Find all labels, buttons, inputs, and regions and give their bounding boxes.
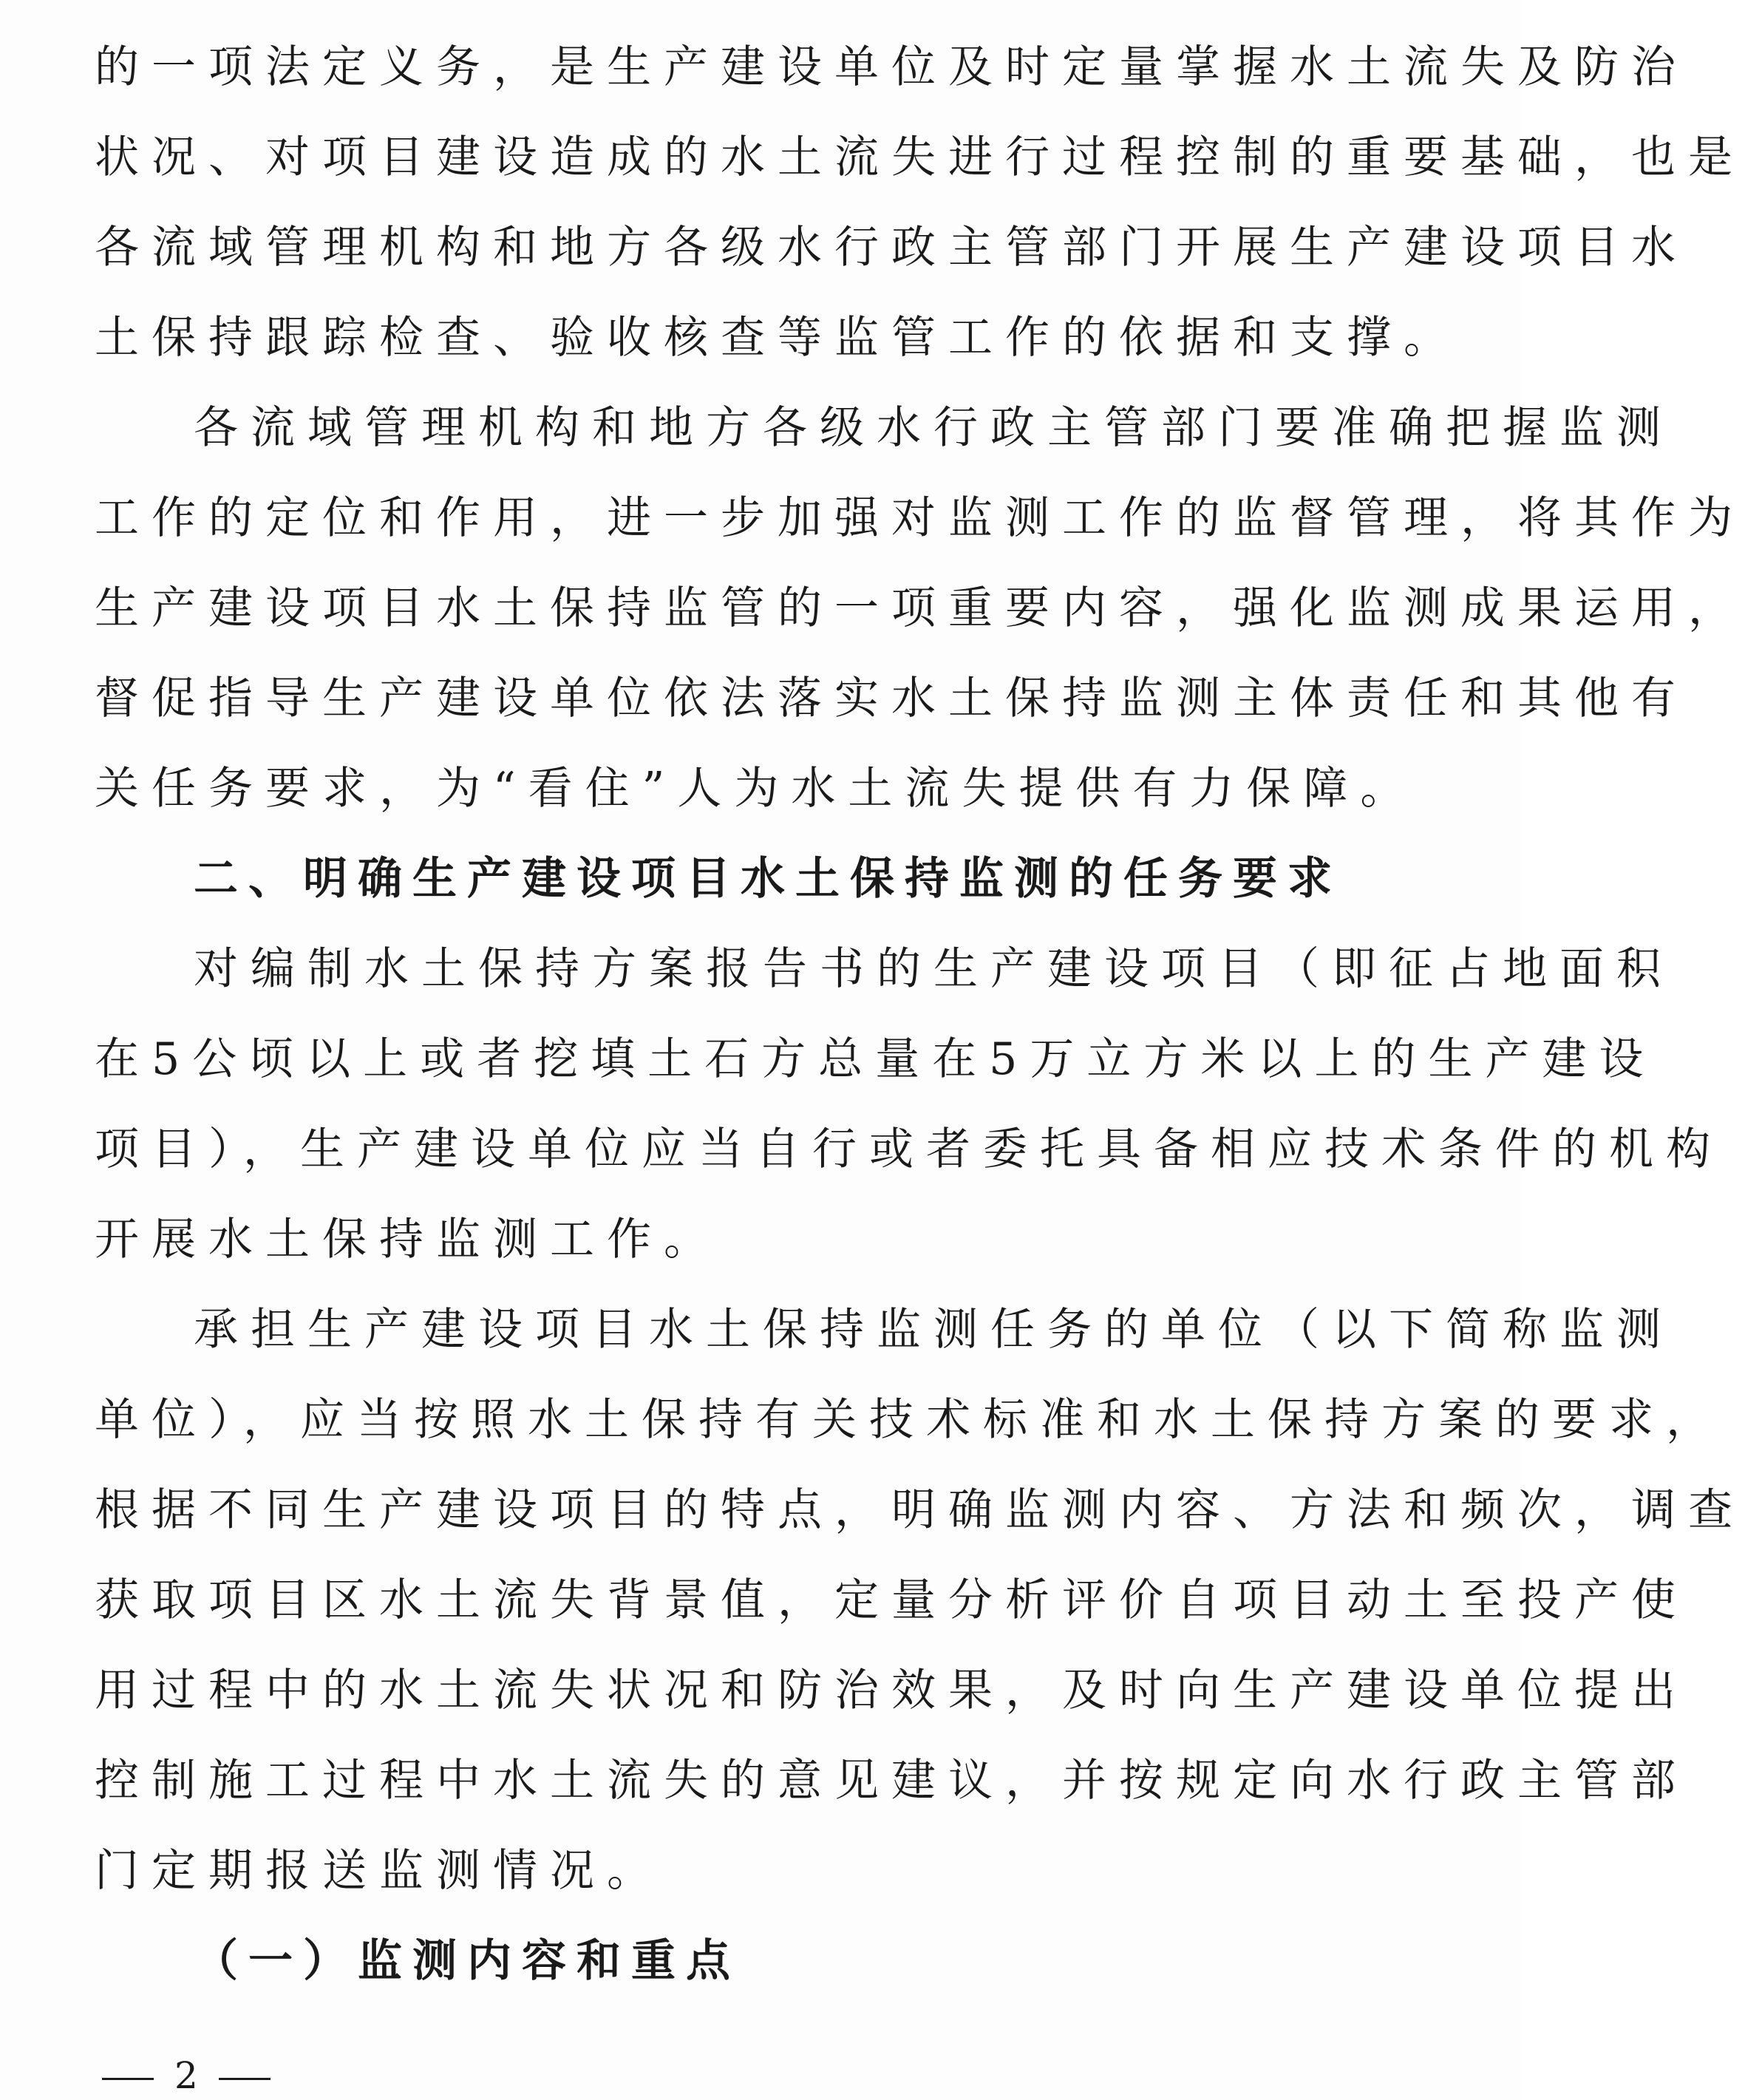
paragraph-line: 控制施工过程中水土流失的意见建议，并按规定向水行政主管部	[95, 1755, 1688, 1807]
paragraph-line: 对编制水土保持方案报告书的生产建设项目（即征占地面积	[194, 943, 1673, 995]
paragraph-line: 工作的定位和作用，进一步加强对监测工作的监督管理，将其作为	[95, 492, 1745, 544]
footer-dash-left	[102, 2078, 154, 2080]
page-footer	[81, 2053, 291, 2098]
paragraph-line: 状况、对项目建设造成的水土流失进行过程控制的重要基础，也是	[95, 132, 1745, 183]
paragraph-line: 开展水土保持监测工作。	[95, 1214, 721, 1265]
paragraph-line: 生产建设项目水土保持监管的一项重要内容，强化监测成果运用，	[95, 582, 1745, 634]
paragraph-line: 的一项法定义务，是生产建设单位及时定量掌握水土流失及防治	[95, 41, 1688, 93]
paragraph-line: 各流域管理机构和地方各级水行政主管部门要准确把握监测	[194, 402, 1673, 454]
paragraph-line: 土保持跟踪检查、验收核查等监管工作的依据和支撑。	[95, 312, 1460, 364]
paragraph-line: 关任务要求，为“看住”人为水土流失提供有力保障。	[95, 763, 1418, 815]
paragraph-line: 单位），应当按照水土保持有关技术标准和水土保持方案的要求，	[95, 1394, 1723, 1446]
section-heading: 二、明确生产建设项目水土保持监测的任务要求	[194, 853, 1342, 905]
paragraph-line: 承担生产建设项目水土保持监测任务的单位（以下简称监测	[194, 1304, 1673, 1356]
paragraph-line: 各流域管理机构和地方各级水行政主管部门开展生产建设项目水	[95, 222, 1688, 273]
page-number: 2	[174, 2054, 198, 2097]
subsection-heading: （一）监测内容和重点	[194, 1935, 741, 1987]
paragraph-line: 获取项目区水土流失背景值，定量分析评价自项目动土至投产使	[95, 1574, 1688, 1626]
paragraph-line: 督促指导生产建设单位依法落实水土保持监测主体责任和其他有	[95, 673, 1688, 724]
paragraph-line: 门定期报送监测情况。	[95, 1845, 664, 1897]
paragraph-line: 用过程中的水土流失状况和防治效果，及时向生产建设单位提出	[95, 1665, 1688, 1716]
paragraph-line: 根据不同生产建设项目的特点，明确监测内容、方法和频次，调查	[95, 1484, 1745, 1536]
document-body	[95, 22, 1745, 2006]
paragraph-line: 在5公顷以上或者挖填土石方总量在5万立方米以上的生产建设	[95, 1033, 1656, 1085]
footer-dash-right	[219, 2078, 271, 2080]
paragraph-line: 项目），生产建设单位应当自行或者委托具备相应技术条件的机构	[95, 1124, 1723, 1175]
